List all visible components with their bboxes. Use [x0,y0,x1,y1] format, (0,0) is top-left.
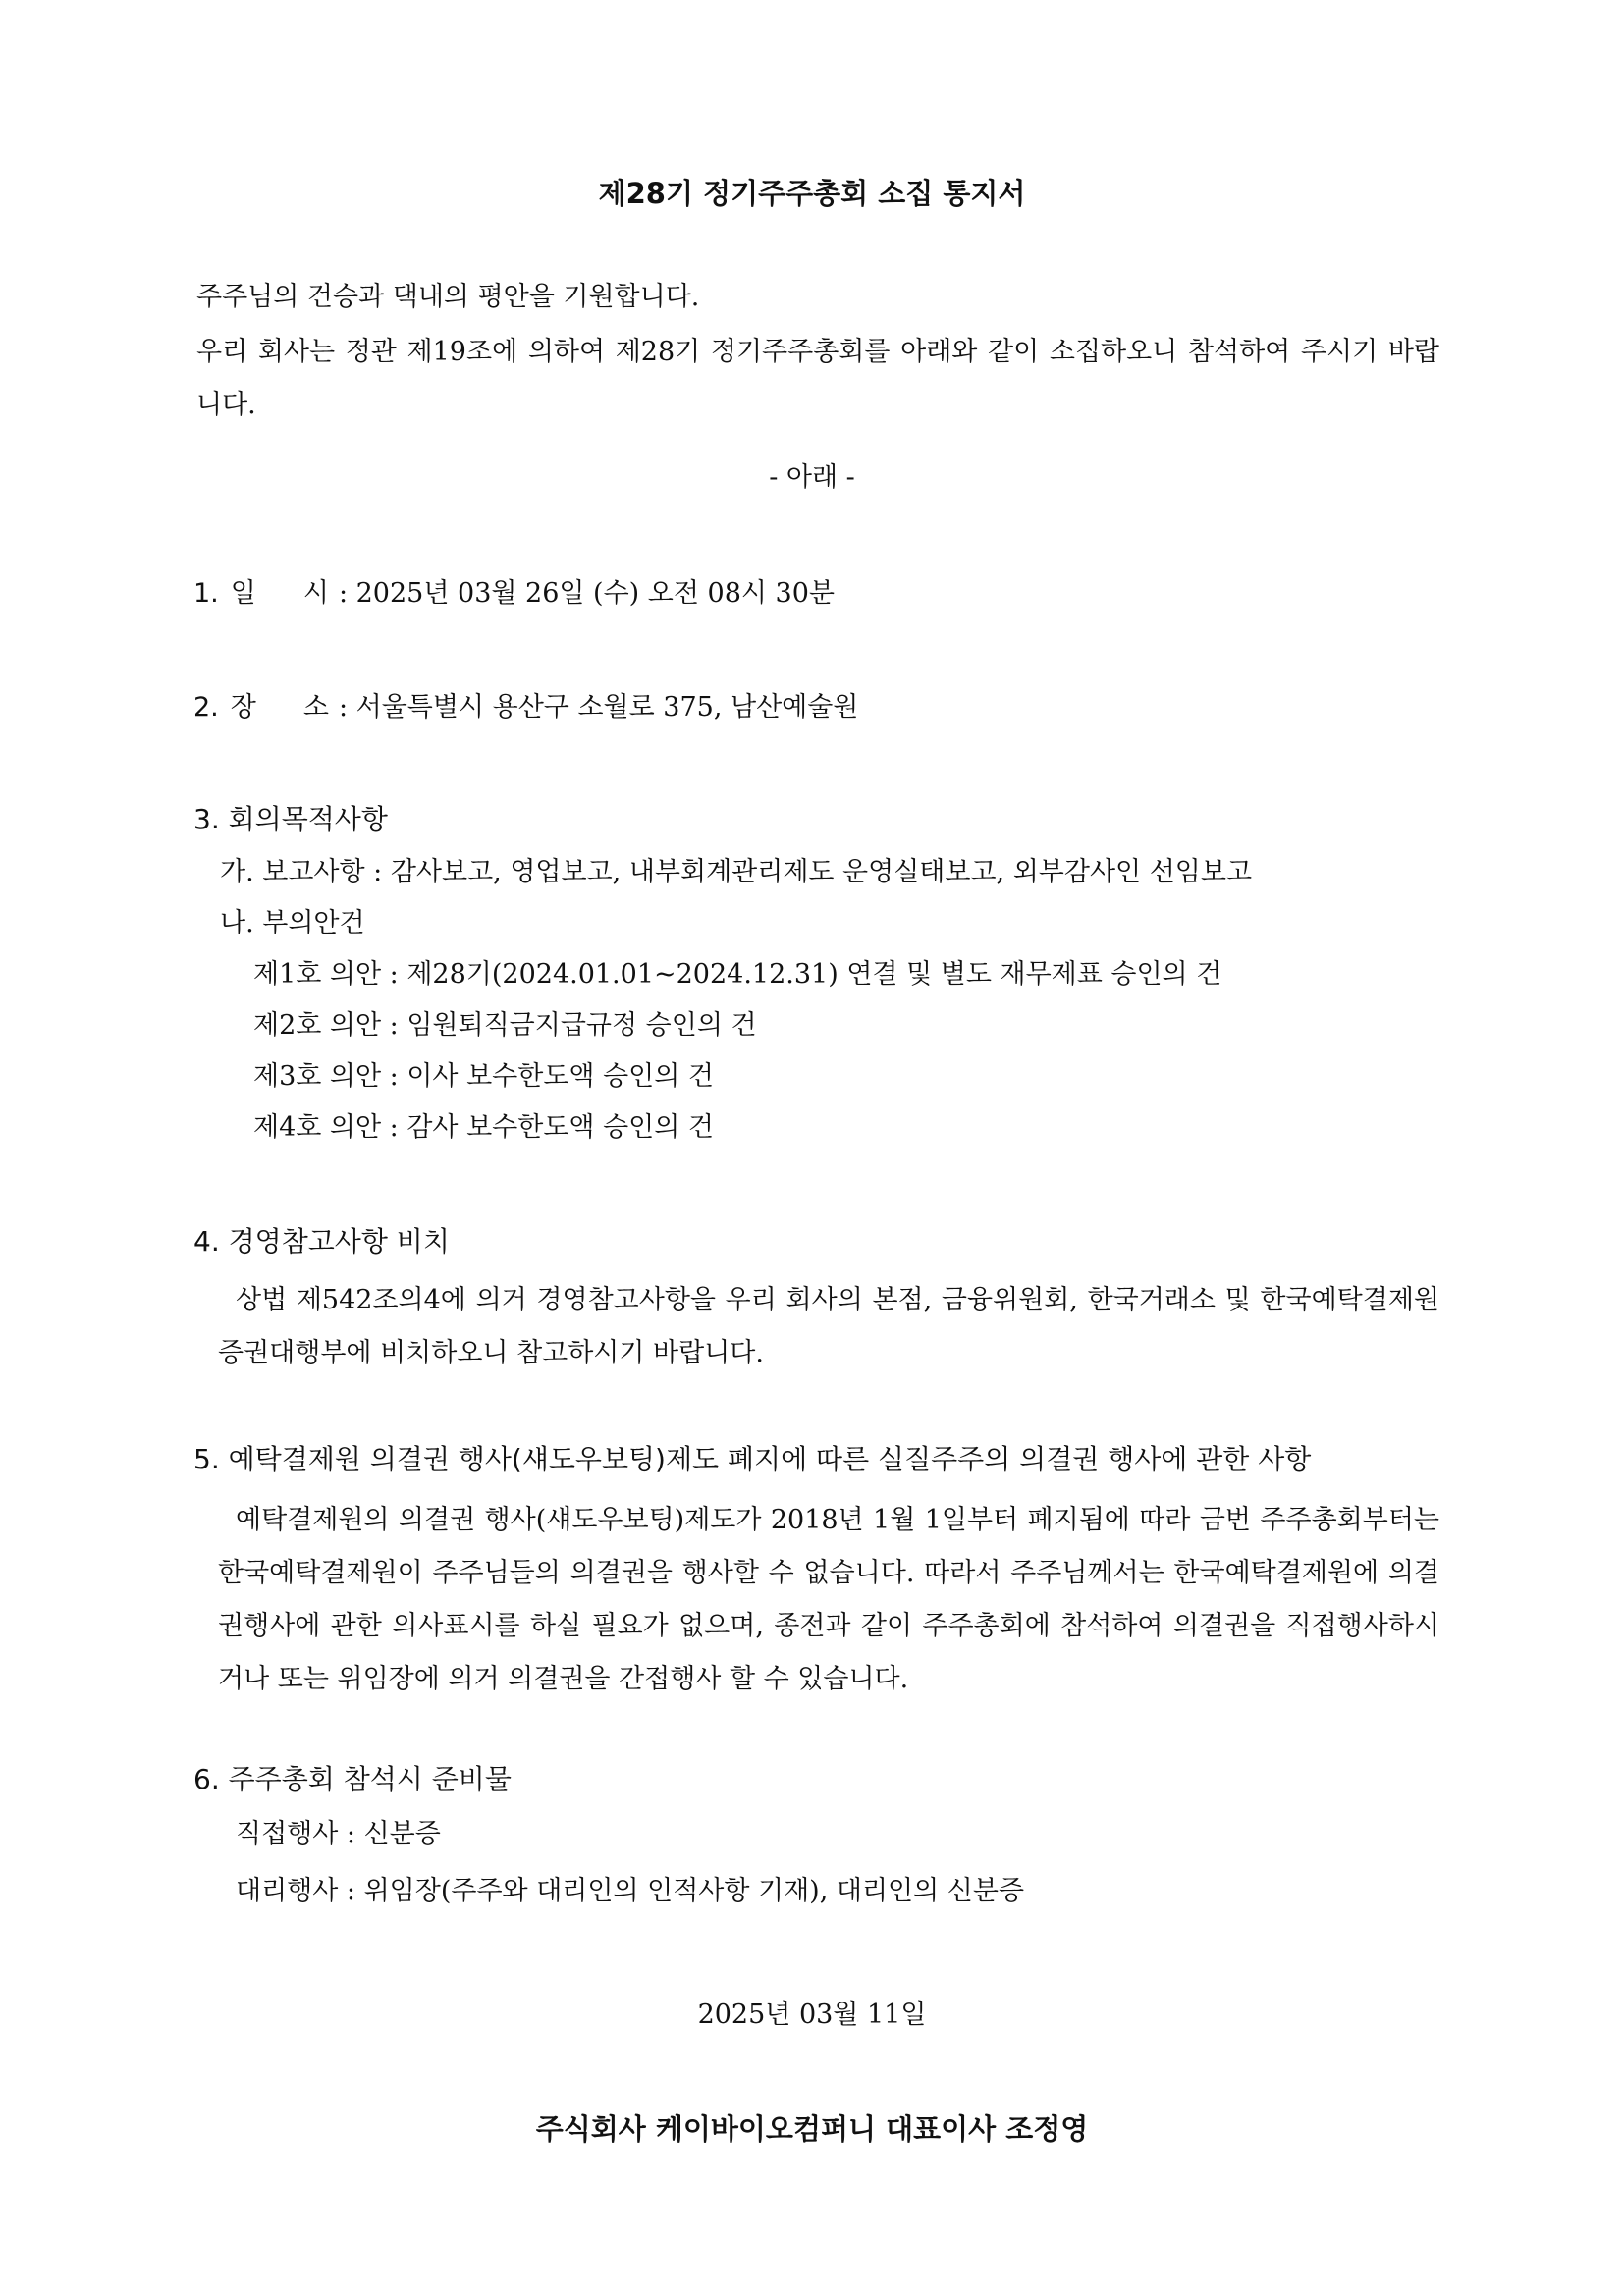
section-6-heading: 6. 주주총회 참석시 준비물 [193,1763,512,1795]
report-items: 가. 보고사항 : 감사보고, 영업보고, 내부회계관리제도 운영실태보고, 외부감사인 선임보고 [220,857,1253,887]
intro-text: 우리 회사는 정관 제19조에 의하여 제28기 정기주주총회를 아래와 같이 소집하오니 참석하여 주시기 바랍니다. [196,337,1439,420]
section-3-heading: 3. 회의목적사항 [193,803,388,835]
section-2 [193,691,858,728]
section-2-number: 2. [193,692,219,722]
section-1-label-a: 일 [230,578,256,609]
signature: 주식회사 케이바이오컴퍼니 대표이사 조정영 [535,2112,1089,2146]
section-1-number: 1. [193,578,219,609]
section-5-body: 예탁결제원의 의결권 행사(섀도우보팅)제도가 2018년 1월 1일부터 폐지됨에 따라 금번 주주총회부터는 한국예탁결제원이 주주님들의 의결권을 행사할 수 없습니다. 따라서 주주님께서는 한국예탁결제원에 의결권행사에 관한 의사표시를 하실 필요가 없으며, 종전과 같이 주주총회에 참석하여 의결권을 직접행사하시거나 또는 위임장에 의거 의결권을 간접행사 할 수 있습니다. [218,1505,1439,1694]
agenda-item-2: 제2호 의안 : 임원퇴직금지급규정 승인의 건 [253,1010,757,1041]
agenda-item-1: 제1호 의안 : 제28기(2024.01.01~2024.12.31) 연결 및 별도 재무제표 승인의 건 [253,959,1222,989]
section-4-body: 상법 제542조의4에 의거 경영참고사항을 우리 회사의 본점, 금융위원회, 한국거래소 및 한국예탁결제원 증권대행부에 비치하오니 참고하시기 바랍니다. [218,1285,1439,1368]
section-1 [193,577,835,614]
greeting-text: 주주님의 건승과 댁내의 평안을 기원합니다. [196,282,700,312]
direct-exercise: 직접행사 : 신분증 [236,1819,441,1849]
section-1-label-b: 시 [302,578,329,609]
section-4-heading: 4. 경영참고사항 비치 [193,1225,450,1257]
section-5-heading: 5. 예탁결제원 의결권 행사(섀도우보팅)제도 폐지에 따른 실질주주의 의결권 행사에 관한 사항 [193,1443,1312,1475]
page-title: 제28기 정기주주총회 소집 통지서 [598,177,1026,210]
notice-date: 2025년 03월 11일 [697,2000,927,2030]
agenda-item-3: 제3호 의안 : 이사 보수한도액 승인의 건 [253,1061,714,1092]
section-2-label-b: 소 [302,692,329,722]
section-2-label-a: 장 [230,692,256,722]
section-1-value: : 2025년 03월 26일 (수) 오전 08시 30분 [338,578,835,609]
agenda-label: 나. 부의안건 [220,908,365,938]
agenda-item-4: 제4호 의안 : 감사 보수한도액 승인의 건 [253,1112,714,1143]
below-marker: - 아래 - [769,462,855,493]
section-2-value: : 서울특별시 용산구 소월로 375, 남산예술원 [338,692,859,722]
proxy-exercise: 대리행사 : 위임장(주주와 대리인의 인적사항 기재), 대리인의 신분증 [236,1876,1025,1906]
